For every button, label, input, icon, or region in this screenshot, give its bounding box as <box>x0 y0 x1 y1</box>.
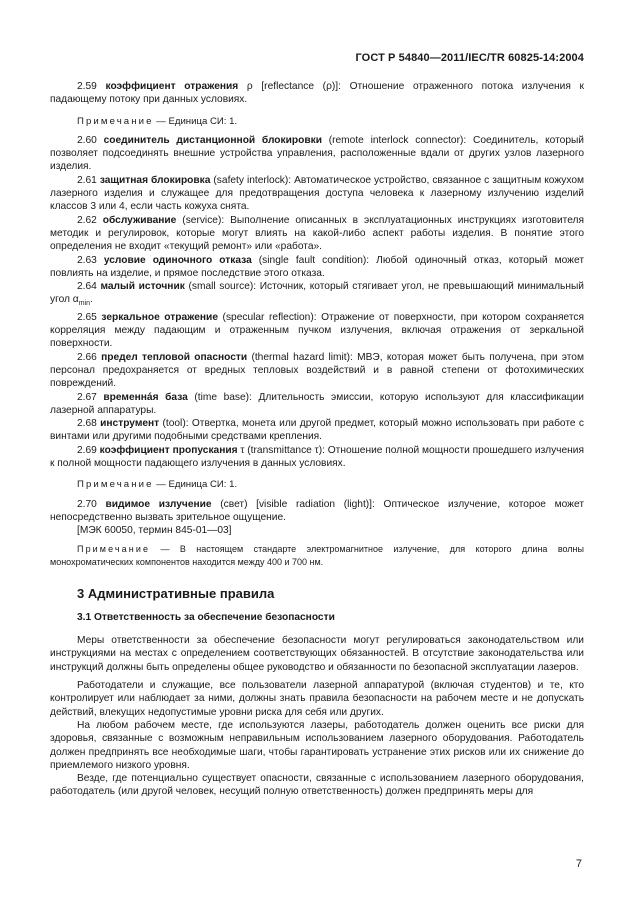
section-title: 3 Административные правила <box>77 585 275 601</box>
iec-reference: [МЭК 60050, термин 845-01—03] <box>77 525 232 537</box>
definition-2-62: 2.62 обслуживание (service): Выполнение описанных в эксплуатационных инструкциях изготовителя методик и регулировок, которые могут влиять на какой-либо аспект работы изделия. В понятие этого определения не входит «текущий ремонт» или «работа». <box>50 214 584 253</box>
note-si-unit: Примечание — Единица СИ: 1. <box>77 115 238 127</box>
paragraph: Везде, где потенциально существует опасности, связанные с использованием лазерного оборудования, работодатель (или другой человек, несущий полную ответственность) должен предпринять меры для <box>50 773 584 798</box>
definition-2-64: 2.64 малый источник (small source): Источник, который стягивает угол, не превышающий минимальный угол $\alpha_{min}$. <box>50 281 584 308</box>
paragraph: Работодатели и служащие, все пользователи лазерной аппаратурой (включая студентов) и те, кто контролирует или наблюдает за ними, должны знать правила безопасности на рабочем месте и не допускать действий, влекущих недопустимые уровни риска для себя или других. <box>50 680 584 718</box>
definition-2-63: 2.63 условие одиночного отказа (single fault condition): Любой одиночный отказ, который может повлиять на изделие, и прямое последствие этого отказа. <box>50 254 584 279</box>
definition-2-66: 2.66 предел тепловой опасности (thermal hazard limit): МВЭ, которая может быть получена, при этом персонал предохраняется от вредных тепловых воздействий и в равной степени от фотохимических повреждений. <box>50 351 584 390</box>
page-number: 7 <box>575 858 582 870</box>
subsection-title: 3.1 Ответственность за обеспечение безопасности <box>77 611 335 623</box>
definition-2-67: 2.67 временнáя база (time base): Длительность эмиссии, которую используют для классификации лазерной аппаратуры. <box>50 391 584 416</box>
definition-2-70: 2.70 видимое излучение (свет) [visible radiation (light)]: Оптическое излучение, которое может непосредственно вызвать зрительное ощущение. <box>50 498 584 523</box>
definition-2-69: 2.69 коэффициент пропускания τ (transmittance τ): Отношение полной мощности прошедшего излучения к полной мощности падающего излучения в данных условиях. <box>50 444 584 470</box>
paragraph: Меры ответственности за обеспечение безопасности могут регулироваться законодательством или инструкциями на местах с определением соответствующих обязанностей. В отсутствие законодательства или инструкций должны быть определены общее руководство и обязанности по безопасной эксплуатации лазеров. <box>50 635 584 673</box>
definition-2-60: 2.60 соединитель дистанционной блокировки (remote interlock connector): Соединитель, который позволяет подсоединять внешние устройства управления, расположенные вдали от других узлов лазерного изделия. <box>50 134 585 173</box>
document-header: ГОСТ Р 54840—2011/IEC/TR 60825-14:2004 <box>355 52 584 64</box>
definition-2-59: 2.59 коэффициент отражения ρ [reflectance (ρ)]: Отношение отраженного потока излучения к падающему потоку при данных условиях. <box>50 81 584 106</box>
page-content <box>50 80 584 799</box>
paragraph: На любом рабочем месте, где используются лазеры, работодатель должен оценить все риски для здоровья, связанные с возможным неправильным использованием лазерного оборудования. Работодатель должен предпринять все необходимые шаги, чтобы гарантировать устранение этих рисков или их снижение до приемлемого низкого уровня. <box>50 719 584 771</box>
note-visible-range: Примечание — В настоящем стандарте электромагнитное излучение, для которого длина волны монохроматических компонентов находится между 400 и 700 нм. <box>50 543 584 567</box>
definition-2-68: 2.68 инструмент (tool): Отвертка, монета или другой предмет, который можно использовать при работе с винтами или другими подобными средствами крепления. <box>50 418 584 443</box>
definition-2-65: 2.65 зеркальное отражение (specular reflection): Отражение от поверхности, при котором сохраняется корреляция между падающим и отраженным пучком излучения, включая отражения от зеркальной поверхности. <box>50 311 585 350</box>
definition-2-61: 2.61 защитная блокировка (safety interlock): Автоматическое устройство, связанное с защитным кожухом лазерного изделия и служащее для предотвращения доступа человека к лазерному излучению изделий классов 3 или 4, если часть кожуха снята. <box>50 174 584 213</box>
note-si-unit: Примечание — Единица СИ: 1. <box>77 479 238 491</box>
